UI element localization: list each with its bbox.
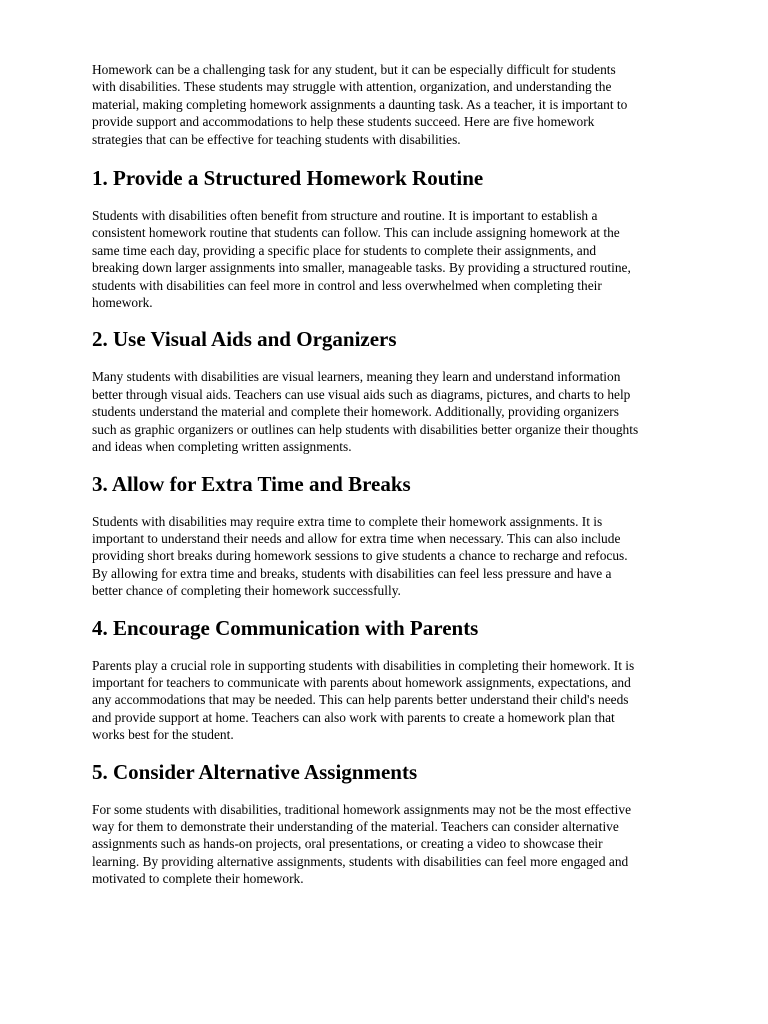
section-heading: 5. Consider Alternative Assignments (92, 759, 418, 784)
section-parent-communication (92, 615, 732, 744)
section-extra-time (92, 471, 732, 600)
section-heading: 1. Provide a Structured Homework Routine (92, 166, 484, 191)
section-heading: 4. Encourage Communication with Parents (92, 615, 479, 640)
section-heading: 3. Allow for Extra Time and Breaks (92, 471, 411, 496)
section-heading: 2. Use Visual Aids and Organizers (92, 327, 397, 352)
document-page (92, 61, 732, 888)
section-paragraph: Many students with disabilities are visual learners, meaning they learn and understand information better through visual aids. Teachers can use visual aids such as diagrams, pictures, and charts to help students understand the material and complete their homework. Additionally, providing organizers such as graphic organizers or outlines can help students with disabilities better organize their thoughts and ideas when completing written assignments. (92, 369, 639, 455)
intro-paragraph: Homework can be a challenging task for any student, but it can be especially difficult for students with disabilities. These students may struggle with attention, organization, and understanding the material, making completing homework assignments a daunting task. As a teacher, it is important to provide support and accommodations to help these students succeed. Here are five homework strategies that can be effective for teaching students with disabilities. (92, 62, 628, 147)
section-paragraph: For some students with disabilities, traditional homework assignments may not be the most effective way for them to demonstrate their understanding of the material. Teachers can consider alternative assignments such as hands-on projects, oral presentations, or creating a video to showcase their learning. By providing alternative assignments, students with disabilities can feel more engaged and motivated to complete their homework. (92, 801, 632, 887)
section-alternative-assignments (92, 759, 732, 888)
section-structured-routine (92, 165, 732, 311)
section-paragraph: Students with disabilities may require extra time to complete their homework assignments. It is important to understand their needs and allow for extra time when necessary. This can also include providing short breaks during homework sessions to give students a chance to recharge and refocus. By allowing for extra time and breaks, students with disabilities can feel less pressure and have a better chance of completing their homework successfully. (92, 513, 628, 599)
section-paragraph: Students with disabilities often benefit from structure and routine. It is important to establish a consistent homework routine that students can follow. This can include assigning homework at the same time each day, providing a specific place for students to complete their assignments, and breaking down larger assignments into smaller, manageable tasks. By providing a structured routine, students with disabilities can feel more in control and less overwhelmed when completing their homework. (92, 208, 631, 311)
section-visual-aids (92, 326, 732, 455)
section-paragraph: Parents play a crucial role in supporting students with disabilities in completing their homework. It is important for teachers to communicate with parents about homework assignments, expectations, and any accommodations that may be needed. This can help parents better understand their child's needs and provide support at home. Teachers can also work with parents to create a homework plan that works best for the student. (92, 657, 635, 743)
